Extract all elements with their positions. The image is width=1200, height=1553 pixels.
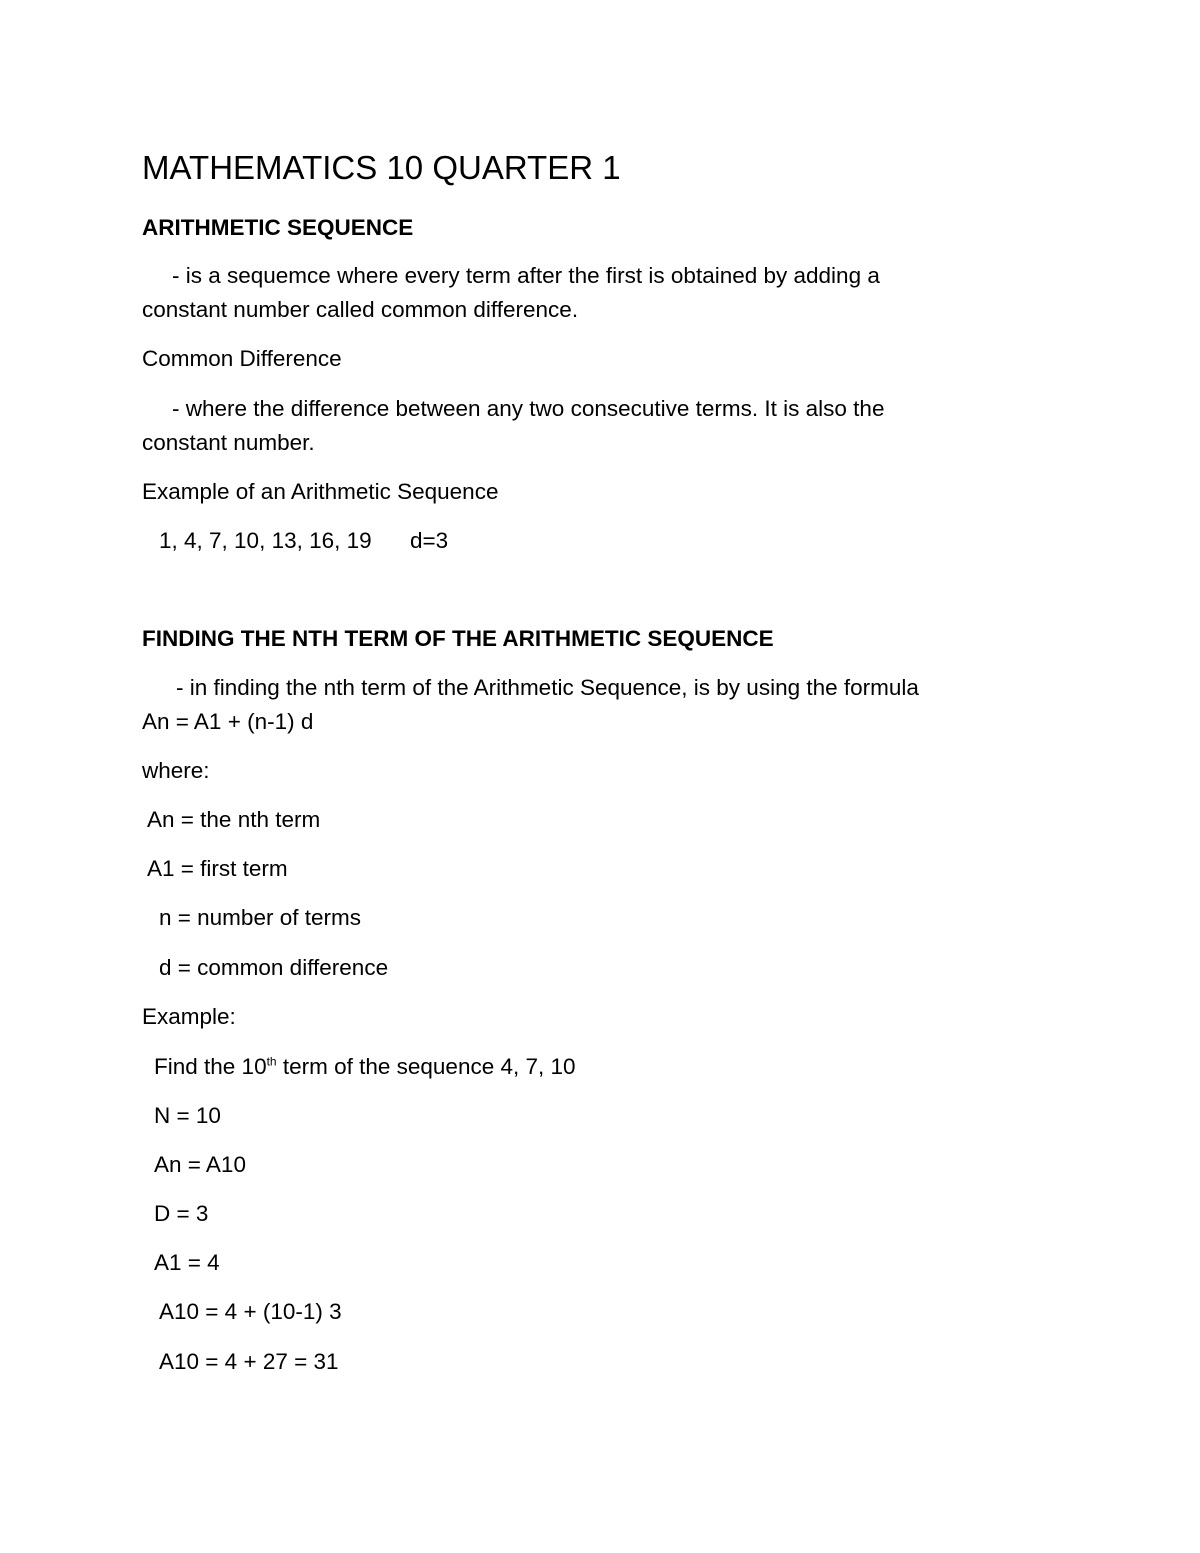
formula: An = A1 + (n-1) d <box>142 709 314 734</box>
example-step: An = A10 <box>154 1152 246 1177</box>
section-heading-arithmetic-sequence: ARITHMETIC SEQUENCE <box>142 215 414 240</box>
example-sequence-difference: d=3 <box>410 528 449 553</box>
where-item: n = number of terms <box>159 905 361 930</box>
example-step: D = 3 <box>154 1201 209 1226</box>
example-step: A10 = 4 + (10-1) 3 <box>159 1299 342 1324</box>
where-label: where: <box>142 758 210 783</box>
definition-line: - is a sequemce where every term after the first is obtained by adding a <box>172 263 880 288</box>
example-problem <box>154 1053 576 1081</box>
description-line: - in finding the nth term of the Arithmetic Sequence, is by using the formula <box>176 675 919 700</box>
where-item: A1 = first term <box>147 856 288 881</box>
page-title: MATHEMATICS 10 QUARTER 1 <box>142 149 621 186</box>
subheading-example-sequence: Example of an Arithmetic Sequence <box>142 479 499 504</box>
definition-line: constant number called common difference. <box>142 297 579 322</box>
definition-line: - where the difference between any two consecutive terms. It is also the <box>172 396 885 421</box>
example-step: A1 = 4 <box>154 1250 220 1275</box>
where-item: d = common difference <box>159 955 389 980</box>
example-label: Example: <box>142 1004 236 1029</box>
subheading-common-difference: Common Difference <box>142 346 342 371</box>
section-heading-nth-term: FINDING THE NTH TERM OF THE ARITHMETIC SEQUENCE <box>142 626 774 651</box>
problem-superscript: th <box>266 1054 277 1069</box>
problem-prefix: Find the 10 <box>154 1054 267 1079</box>
example-step: N = 10 <box>154 1103 221 1128</box>
example-sequence-values: 1, 4, 7, 10, 13, 16, 19 <box>159 528 372 553</box>
where-item: An = the nth term <box>147 807 321 832</box>
problem-suffix: term of the sequence 4, 7, 10 <box>276 1054 576 1079</box>
definition-line: constant number. <box>142 430 315 455</box>
example-step: A10 = 4 + 27 = 31 <box>159 1349 339 1374</box>
